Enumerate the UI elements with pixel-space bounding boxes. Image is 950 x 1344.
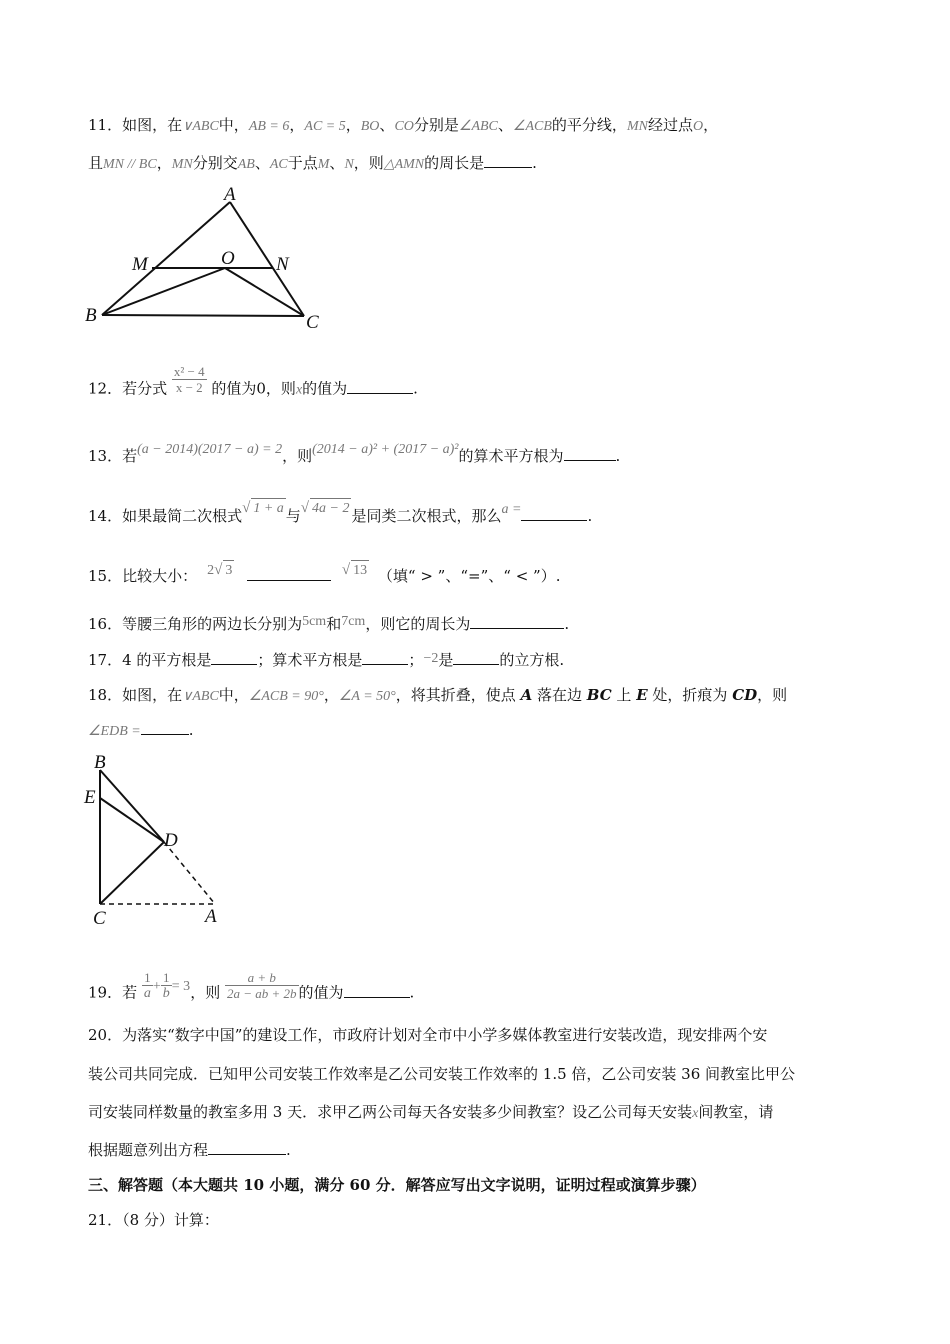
q14: 14．如果最简二次根式√ 1 + a 与√ 4a − 2 是同类二次根式，那么a = .: [88, 500, 593, 525]
q20-line2: 装公司共同完成．已知甲公司安装工作效率是乙公司安装工作效率的 1.5 倍，乙公司安装 36 间教室比甲公: [88, 1065, 796, 1083]
label-c: C: [93, 908, 106, 929]
fraction: $\frac{1}{a}$: [143, 970, 151, 1001]
answer-blank: [564, 446, 616, 461]
label-n: N: [276, 254, 289, 275]
label-a: A: [205, 906, 217, 927]
side-bc: [102, 315, 304, 316]
answer-blank: [344, 983, 410, 998]
q16: 16．等腰三角形的两边长分别为5cm和7cm，则它的周长为 .: [88, 614, 570, 633]
label-b: B: [94, 752, 106, 773]
label-o: O: [221, 248, 235, 269]
dashed-da: [164, 842, 215, 904]
label-d: D: [164, 830, 178, 851]
q11-line1: 11．如图，在∨ABC中，AB = 6，AC = 5，BO、CO分别是∠ABC、∠ACB的平分线，MN经过点O，: [88, 116, 719, 134]
answer-blank: [347, 379, 413, 394]
segment-co: [225, 268, 304, 316]
label-e: E: [84, 787, 96, 808]
answer-blank: [247, 566, 331, 581]
q18-fold-figure: [80, 750, 240, 930]
q20-line4: 根据题意列出方程 .: [88, 1141, 291, 1159]
q18-line2: ∠EDB = .: [88, 721, 194, 739]
q13: 13．若(a − 2014)(2017 − a) = 2，则(2014 − a)² + (2017 − a)²的算术平方根为 .: [88, 442, 621, 465]
q19: 19．若 $\frac{1}{a}$ + $\frac{1}{b}$ = 3，则 $\frac{a + b}{2a - ab + 2b}$ 的值为 .: [88, 970, 415, 1002]
q15: 15．比较大小： 2√ 3 √ 13 （填“ > ”、“=”、“ < ”）.: [88, 562, 561, 585]
segment-cd: [100, 842, 164, 904]
answer-blank: [141, 720, 189, 735]
q20-line1: 20．为落实“数字中国”的建设工作，市政府计划对全市中小学多媒体教室进行安装改造，现安排两个安: [88, 1026, 768, 1044]
answer-blank: [521, 506, 587, 521]
segment-bd: [100, 770, 164, 842]
label-a: A: [224, 184, 236, 205]
answer-blank: [484, 153, 532, 168]
q21: 21．（8 分）计算：: [88, 1211, 219, 1229]
answer-blank: [208, 1140, 286, 1155]
q11-triangle-figure: [80, 180, 340, 335]
answer-blank: [453, 650, 499, 665]
q17: 17．4 的平方根是 ；算术平方根是 ；−2是 的立方根.: [88, 651, 565, 669]
fraction: $\frac{\text{x² − 4}}{x - 2}$: [173, 364, 205, 395]
answer-blank: [470, 614, 564, 629]
segment-bo: [102, 268, 225, 315]
side-ac: [230, 202, 304, 316]
q12: 12．若分式 $\frac{\text{x² − 4}}{x - 2}$ 的值为0，则x的值为 .: [88, 364, 418, 398]
label-m: M: [132, 254, 148, 275]
q18-line1: 18．如图，在∨ABC中，∠ACB = 90°，∠A = 50°，将其折叠，使点 A 落在边 BC 上 E 处，折痕为 CD，则: [88, 686, 788, 704]
label-c: C: [306, 312, 319, 333]
label-b: B: [85, 305, 97, 326]
answer-blank: [362, 650, 408, 665]
q20-line3: 司安装同样数量的教室多用 3 天．求甲乙两公司每天各安装多少间教室？设乙公司每天安装x间教室，请: [88, 1103, 774, 1121]
q11-line2: 且MN // BC，MN分别交AB、AC于点M、N，则△AMN的周长是 .: [88, 154, 537, 172]
answer-blank: [211, 650, 257, 665]
section-heading: 三、解答题（本大题共 10 小题，满分 60 分．解答应写出文字说明，证明过程或演算步骤）: [88, 1176, 706, 1194]
side-ab: [102, 202, 230, 315]
fraction: $\frac{1}{b}$: [162, 970, 170, 1001]
fraction: $\frac{a + b}{2a - ab + 2b}$: [226, 970, 297, 1001]
